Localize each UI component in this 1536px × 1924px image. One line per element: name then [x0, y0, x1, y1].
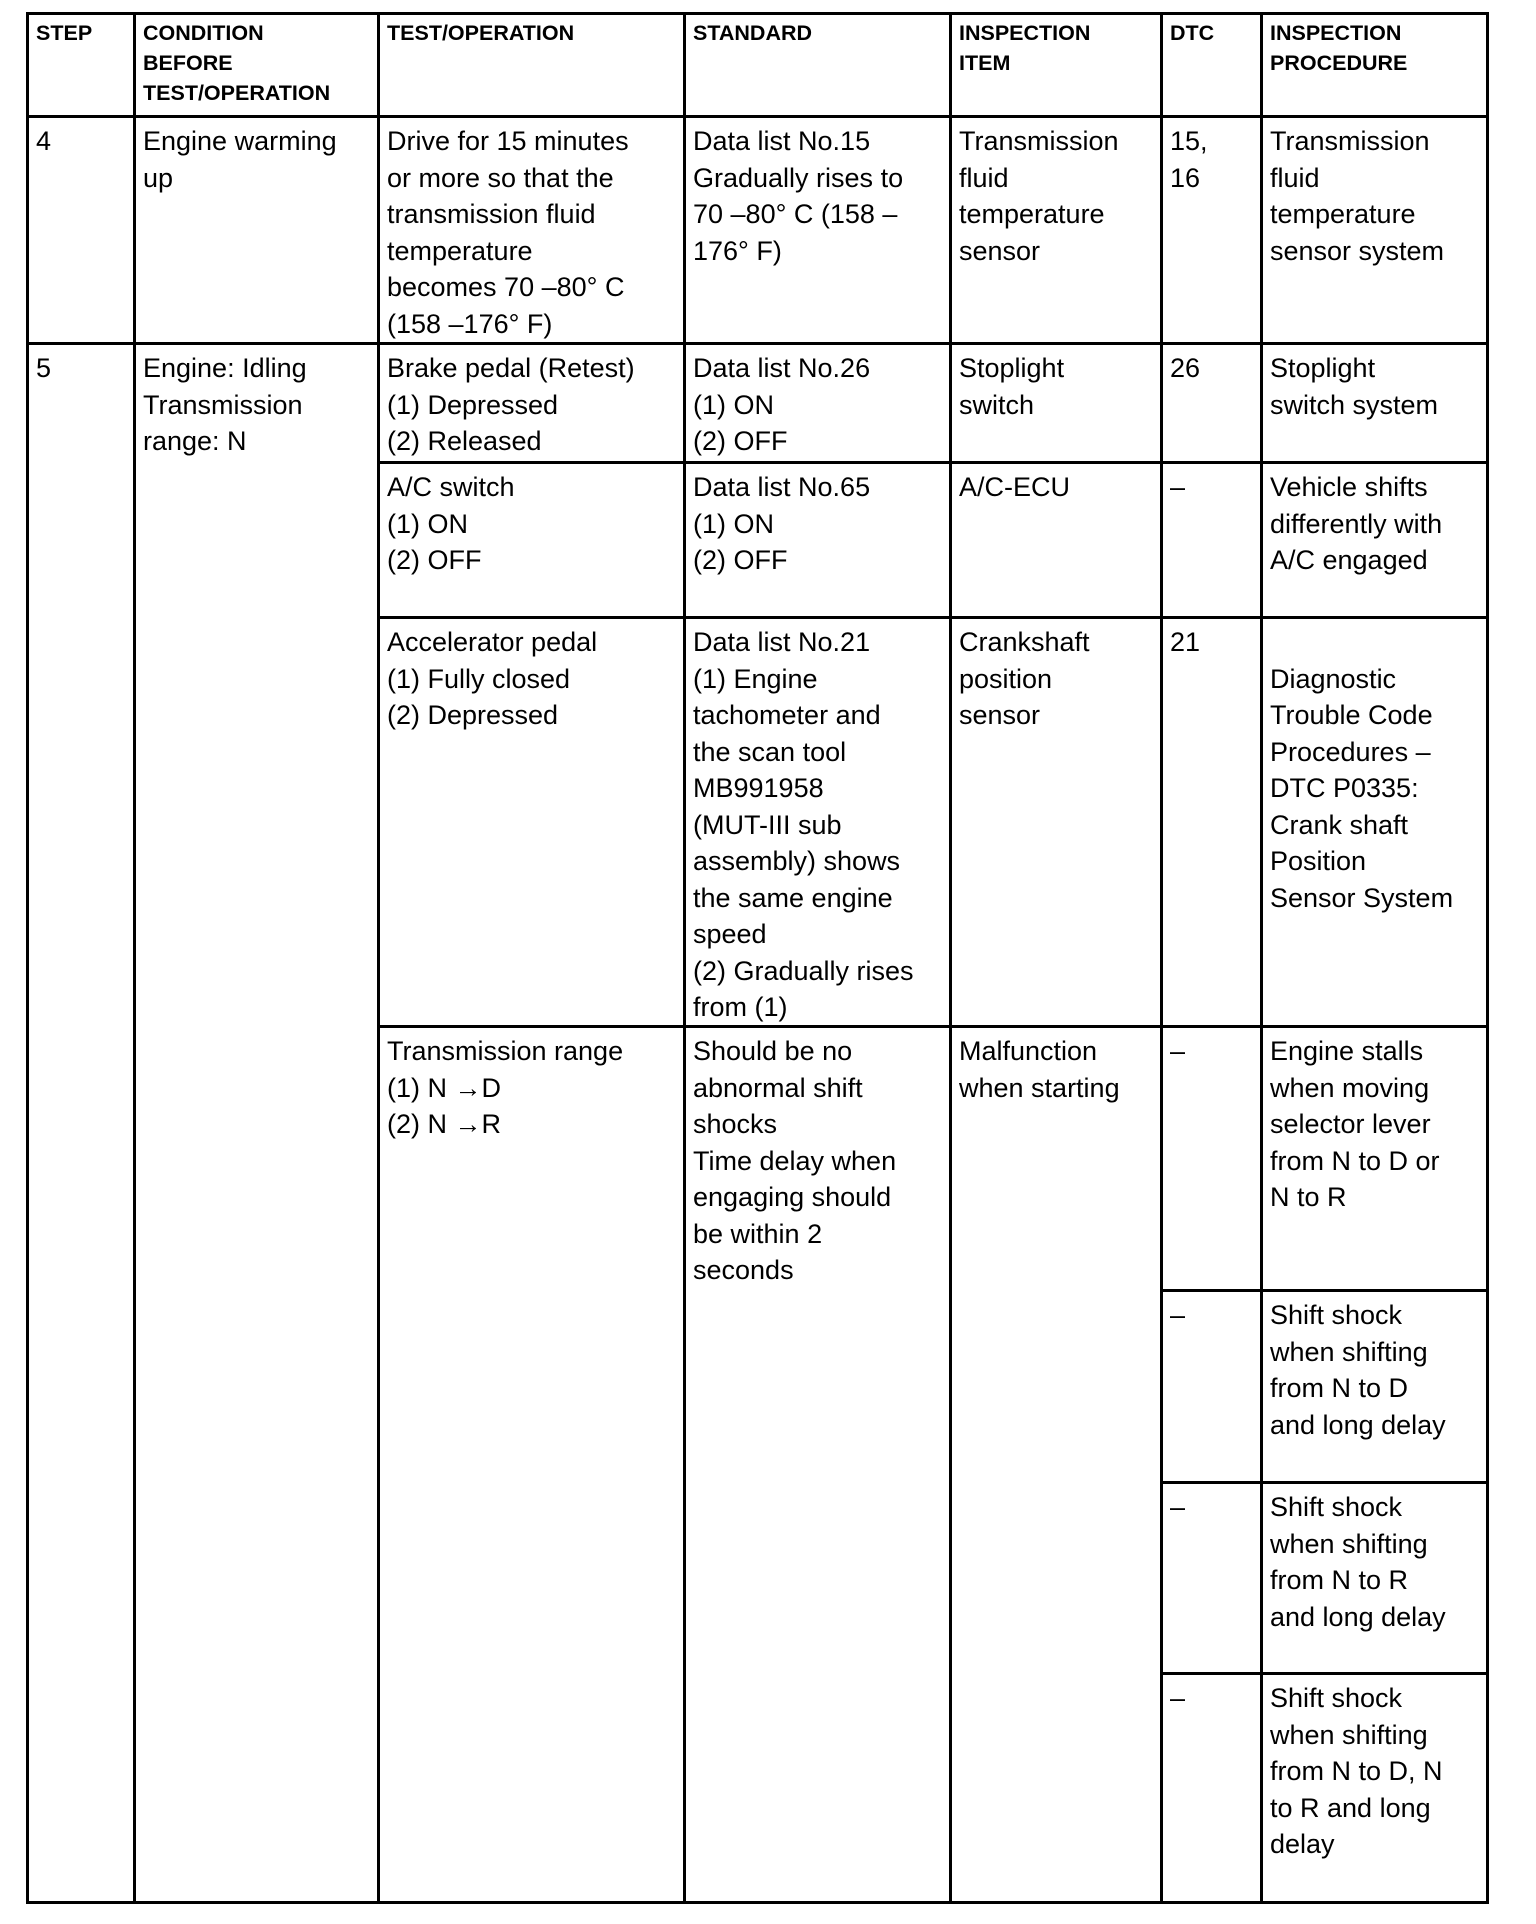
cell-text-line: (1) Depressed — [387, 389, 559, 420]
range-test-operation — [380, 1028, 686, 1904]
cell-text-line: Data list No.26 — [693, 353, 871, 383]
cell-text-line: Transmission range — [387, 1036, 624, 1066]
cell-text-line: the same engine — [693, 882, 893, 913]
header-test-operation — [380, 15, 686, 118]
accelerator-inspection-item — [952, 619, 1163, 1028]
cell-text-line: 176° F) — [693, 235, 782, 266]
cell-text-line: – — [1170, 472, 1186, 502]
accelerator-dtc — [1163, 619, 1263, 1028]
cell-text-line: (1) ON — [693, 508, 774, 539]
step4-step — [29, 118, 136, 345]
cell-text-line: INSPECTION — [1270, 21, 1402, 45]
cell-text-line: (1) ON — [693, 389, 774, 420]
cell-text-line: – — [1170, 1036, 1186, 1066]
cell-text-line: 16 — [1170, 162, 1201, 193]
cell-text-line: CONDITION — [143, 21, 264, 45]
cell-text-line: Crankshaft — [959, 627, 1090, 657]
ac-standard — [686, 464, 952, 619]
cell-text-line: (2) OFF — [693, 545, 788, 575]
accelerator-test-operation — [380, 619, 686, 1028]
brake-inspection-procedure — [1263, 345, 1489, 464]
cell-text-line: Engine warming — [143, 126, 337, 156]
cell-text-line: temperature — [387, 235, 533, 266]
cell-text-line: be within 2 — [693, 1218, 823, 1249]
cell-text-line: A/C engaged — [1270, 545, 1428, 575]
brake-inspection-item — [952, 345, 1163, 464]
cell-text-line: Transmission — [143, 389, 303, 420]
cell-text-line: – — [1170, 1300, 1186, 1330]
cell-text-line: (1) Fully closed — [387, 663, 571, 694]
range-dtc-3 — [1163, 1484, 1263, 1675]
cell-text-line: Should be no — [693, 1036, 853, 1066]
cell-text-line: (2) OFF — [387, 545, 482, 575]
cell-text-line: (2) Gradually rises — [693, 955, 914, 986]
cell-text-line: 4 — [36, 126, 52, 156]
cell-text-line: 21 — [1170, 627, 1201, 657]
cell-text-line: up — [143, 162, 174, 193]
cell-text-line: TEST/OPERATION — [143, 81, 331, 105]
cell-text-line: Malfunction — [959, 1036, 1098, 1066]
cell-text-line: temperature — [1270, 199, 1416, 229]
range-procedure-4 — [1263, 1675, 1489, 1904]
cell-text-line: fluid — [959, 162, 1009, 193]
range-procedure-3 — [1263, 1484, 1489, 1675]
cell-text-line: (2) Depressed — [387, 700, 559, 730]
cell-text-line: – — [1170, 1492, 1186, 1522]
header-condition — [136, 15, 380, 118]
cell-text-line: from N to D or — [1270, 1145, 1440, 1176]
cell-text-line: STEP — [36, 21, 93, 45]
cell-text-line: assembly) shows — [693, 846, 901, 876]
cell-text-line: Vehicle shifts — [1270, 472, 1428, 502]
ac-test-operation — [380, 464, 686, 619]
step4-inspection-procedure — [1263, 118, 1489, 345]
cell-text-line: and long delay — [1270, 1601, 1446, 1632]
cell-text-line: A/C switch — [387, 472, 515, 502]
cell-text-line: and long delay — [1270, 1409, 1446, 1440]
cell-text-line: abnormal shift — [693, 1072, 863, 1103]
cell-text-line: (1) ON — [387, 508, 468, 539]
ac-inspection-procedure — [1263, 464, 1489, 619]
cell-text-line: DTC P0335: — [1270, 773, 1419, 803]
accelerator-standard — [686, 619, 952, 1028]
cell-text-line: (MUT-III sub — [693, 809, 842, 840]
cell-text-line: Transmission — [1270, 126, 1430, 156]
header-step — [29, 15, 136, 118]
cell-text-line: 26 — [1170, 353, 1201, 383]
step4-dtc — [1163, 118, 1263, 345]
cell-text-line: Crank shaft — [1270, 809, 1409, 840]
cell-text-line: from N to D, N — [1270, 1756, 1443, 1786]
cell-text-line: (158 –176° F) — [387, 308, 553, 339]
cell-text-line: when shifting — [1270, 1719, 1428, 1750]
cell-text-line: Data list No.15 — [693, 126, 871, 156]
cell-text-line: the scan tool — [693, 736, 847, 767]
cell-text-line: Procedures – — [1270, 736, 1431, 767]
header-inspection-item — [952, 15, 1163, 118]
cell-text-line: (1) Engine — [693, 663, 818, 694]
cell-text-line: Stoplight — [959, 353, 1065, 383]
cell-text-line: DTC — [1170, 21, 1215, 45]
cell-text-line: sensor — [959, 700, 1041, 730]
step5-step — [29, 345, 136, 1904]
header-standard — [686, 15, 952, 118]
cell-text-line: delay — [1270, 1829, 1335, 1859]
cell-text-line: to R and long — [1270, 1792, 1431, 1823]
brake-test-operation — [380, 345, 686, 464]
cell-text-line: BEFORE — [143, 51, 233, 75]
cell-text-line: ITEM — [959, 51, 1011, 75]
cell-text-line: 15, — [1170, 126, 1208, 156]
cell-text-line: Sensor System — [1270, 882, 1454, 913]
cell-text-line: Accelerator pedal — [387, 627, 598, 657]
cell-text-line: STANDARD — [693, 21, 813, 45]
cell-text-line: from (1) — [693, 992, 788, 1022]
cell-text-line: differently with — [1270, 508, 1443, 539]
cell-text-line: Data list No.65 — [693, 472, 871, 502]
cell-text-line: – — [1170, 1683, 1186, 1713]
cell-text-line: Drive for 15 minutes — [387, 126, 629, 156]
header-inspection-procedure — [1263, 15, 1489, 118]
cell-text-line: Transmission — [959, 126, 1119, 156]
cell-text-line: switch — [959, 389, 1035, 420]
cell-text-line: Engine: Idling — [143, 353, 307, 383]
cell-text-line: TEST/OPERATION — [387, 21, 575, 45]
cell-text-line: Shift shock — [1270, 1300, 1403, 1330]
cell-text-line: A/C-ECU — [959, 472, 1071, 502]
brake-standard — [686, 345, 952, 464]
cell-text-line: from N to R — [1270, 1565, 1409, 1595]
cell-text-line: Data list No.21 — [693, 627, 871, 657]
cell-text-line: INSPECTION — [959, 21, 1091, 45]
range-dtc-2 — [1163, 1292, 1263, 1484]
header-dtc — [1163, 15, 1263, 118]
cell-text-line: Position — [1270, 846, 1367, 876]
range-inspection-item — [952, 1028, 1163, 1904]
cell-text-line: Gradually rises to — [693, 162, 904, 193]
cell-text-line: 5 — [36, 353, 52, 383]
step5-condition — [136, 345, 380, 1904]
cell-text-line: Trouble Code — [1270, 700, 1433, 730]
cell-text-line: temperature — [959, 199, 1105, 229]
cell-text-line: speed — [693, 919, 767, 949]
cell-text-line: fluid — [1270, 162, 1320, 193]
cell-text-line: range: N — [143, 426, 247, 456]
ac-inspection-item — [952, 464, 1163, 619]
cell-text-line: when shifting — [1270, 1528, 1428, 1559]
brake-dtc — [1163, 345, 1263, 464]
cell-text-line: shocks — [693, 1109, 778, 1139]
cell-text-line: when starting — [959, 1072, 1120, 1103]
step4-test-operation — [380, 118, 686, 345]
cell-text-line: PROCEDURE — [1270, 51, 1408, 75]
cell-text-line: N to R — [1270, 1182, 1347, 1212]
step4-standard — [686, 118, 952, 345]
cell-text-line: selector lever — [1270, 1109, 1431, 1139]
cell-text-line: Shift shock — [1270, 1683, 1403, 1713]
range-procedure-1 — [1263, 1028, 1489, 1292]
cell-text-line: becomes 70 –80° C — [387, 272, 625, 302]
cell-text-line: sensor system — [1270, 235, 1445, 266]
cell-text-line: Engine stalls — [1270, 1036, 1424, 1066]
range-standard — [686, 1028, 952, 1904]
cell-text-line: tachometer and — [693, 700, 881, 730]
cell-text-line: engaging should — [693, 1182, 892, 1212]
cell-text-line: Stoplight — [1270, 353, 1376, 383]
cell-text-line: MB991958 — [693, 773, 824, 803]
cell-text-line: (2) Released — [387, 426, 542, 456]
range-dtc-1 — [1163, 1028, 1263, 1292]
step4-inspection-item — [952, 118, 1163, 345]
range-dtc-4 — [1163, 1675, 1263, 1904]
cell-text-line: transmission fluid — [387, 199, 596, 229]
cell-text-line: switch system — [1270, 389, 1439, 420]
cell-text-line: sensor — [959, 235, 1041, 266]
cell-text-line: (2) N →R — [387, 1109, 501, 1139]
cell-text-line — [1270, 624, 1480, 661]
cell-text-line: or more so that the — [387, 162, 614, 193]
cell-text-line: seconds — [693, 1255, 794, 1285]
cell-text-line: when moving — [1270, 1072, 1430, 1103]
accelerator-inspection-procedure — [1263, 619, 1489, 1028]
cell-text-line: from N to D — [1270, 1373, 1409, 1403]
cell-text-line: position — [959, 663, 1053, 694]
cell-text-line: when shifting — [1270, 1336, 1428, 1367]
cell-text-line: Shift shock — [1270, 1492, 1403, 1522]
cell-text-line: 70 –80° C (158 – — [693, 199, 898, 229]
inspection-table — [26, 12, 1489, 1904]
cell-text-line: (1) N →D — [387, 1072, 501, 1103]
cell-text-line: (2) OFF — [693, 426, 788, 456]
cell-text-line: Diagnostic — [1270, 663, 1397, 694]
range-procedure-2 — [1263, 1292, 1489, 1484]
cell-text-line: Time delay when — [693, 1145, 897, 1176]
step4-condition — [136, 118, 380, 345]
ac-dtc — [1163, 464, 1263, 619]
cell-text-line: Brake pedal (Retest) — [387, 353, 635, 383]
